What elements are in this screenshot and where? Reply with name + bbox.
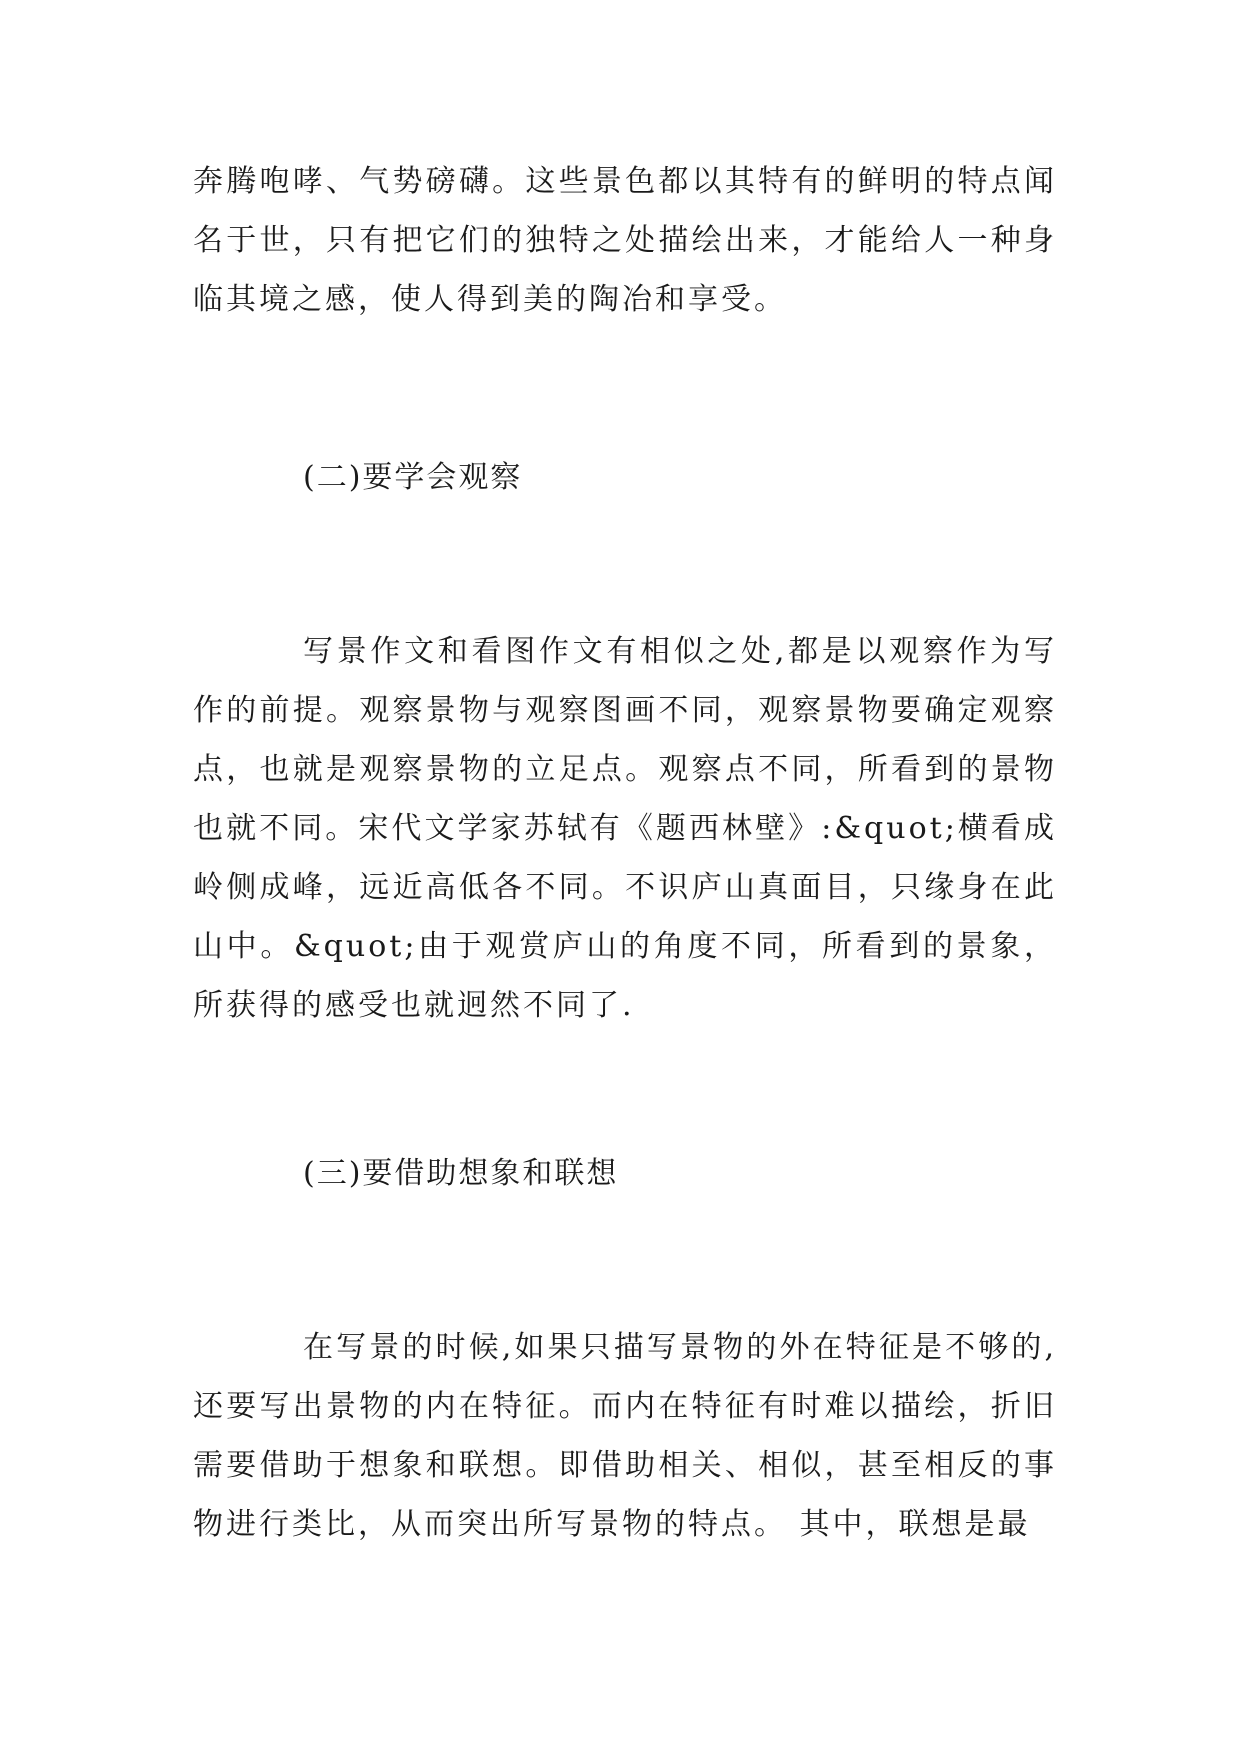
paragraph-observation: 写景作文和看图作文有相似之处,都是以观察作为写作的前提。观察景物与观察图画不同，观察景物要确定观察点，也就是观察景物的立足点。观察点不同，所看到的景物也就不同。宋代文学家苏轼有《题西林壁》:&quot;横看成岭侧成峰，远近高低各不同。不识庐山真面目，只缘身在此山中。&quot;由于观赏庐山的角度不同，所看到的景象，所获得的感受也就迥然不同了. (193, 634, 1057, 1023)
section-heading-imagination: (三)要借助想象和联想 (303, 1156, 619, 1191)
section-heading-observe: (二)要学会观察 (303, 460, 523, 495)
paragraph-continuation: 奔腾咆哮、气势磅礴。这些景色都以其特有的鲜明的特点闻名于世，只有把它们的独特之处描绘出来，才能给人一种身临其境之感，使人得到美的陶冶和享受。 (193, 164, 1057, 317)
paragraph-imagination: 在写景的时候,如果只描写景物的外在特征是不够的,还要写出景物的内在特征。而内在特征有时难以描绘，折旧需要借助于想象和联想。即借助相关、相似，甚至相反的事物进行类比，从而突出所写景物的特点。 其中，联想是最 (193, 1330, 1057, 1542)
